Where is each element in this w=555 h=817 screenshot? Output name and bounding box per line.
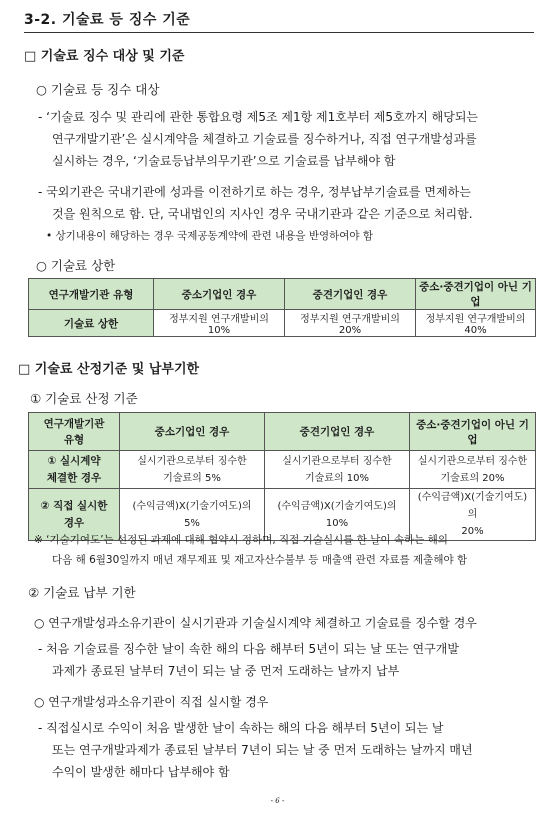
item-fee-cap: ○ 기술료 상한 (36, 258, 116, 273)
fee-calc-row-contract (29, 451, 536, 489)
note-line: • 상기내용이 해당하는 경우 국제공동계약에 관련 내용을 반영하여야 함 (46, 230, 374, 242)
fee-cap-header-midsize: 중견기업인 경우 (285, 279, 416, 310)
fee-calc-header-sme: 중소기업인 경우 (120, 413, 265, 451)
fee-calc-row1-cell-other (410, 451, 536, 489)
section-title: 3-2. 기술료 등 징수 기준 (24, 12, 191, 28)
fee-cap-header-row (29, 279, 536, 310)
case1-heading: ○ 연구개발성과소유기관이 실시기관과 기술실시계약 체결하고 기술료를 징수할 경우 (34, 616, 477, 630)
fee-calc-corner-line2: 유형 (63, 433, 85, 446)
fee-calc-row2-label-line2: 경우 (63, 516, 85, 529)
cell-line1: (수익금액)X(기술기여도)의 (417, 492, 528, 520)
fee-cap-cell-sme: 정부지원 연구개발비의 10% (154, 310, 285, 337)
fee-calc-row1-cell-midsize (265, 451, 410, 489)
cell-line1: 실시기관으로부터 징수한 (417, 455, 528, 467)
fee-cap-cell-midsize: 정부지원 연구개발비의 20% (285, 310, 416, 337)
para1-line2: 연구개발기관’은 실시계약을 체결하고 기술료를 징수하거나, 직접 연구개발성과를 (52, 132, 477, 146)
cell-line2: 기술료의 5% (163, 472, 221, 484)
fee-cap-cell-other: 정부지원 연구개발비의 40% (416, 310, 536, 337)
cell-line2: 5% (184, 517, 200, 529)
fee-calc-header-row (29, 413, 536, 451)
para2-line2: 것을 원칙으로 함. 단, 국내법인의 지사인 경우 국내기관과 같은 기준으로 처리함. (52, 207, 473, 221)
subsection-2-title: □ 기술료 산정기준 및 납부기한 (18, 362, 200, 377)
cell-line2: 10% (325, 517, 349, 529)
case2-line3: 수익이 발생한 해마다 납부해야 함 (52, 765, 230, 779)
para1-line1: - ‘기술료 징수 및 관리에 관한 통합요령 제5조 제1항 제1호부터 제5호까지 해당되는 (38, 110, 478, 124)
cell-line2: 기술료의 10% (304, 472, 370, 484)
item-collection-target: ○ 기술료 등 징수 대상 (36, 82, 160, 97)
case1-line2: 과제가 종료된 날부터 7년이 되는 날 중 먼저 도래하는 날까지 납부 (52, 664, 400, 678)
fee-calc-row1-label (29, 451, 120, 489)
cell-line1: 실시기관으로부터 징수한 (137, 455, 247, 467)
page-number: - 6 - (270, 797, 285, 805)
para2-line1: - 국외기관은 국내기관에 성과를 이전하기로 하는 경우, 정부납부기술료를 면제하는 (38, 185, 471, 199)
cell-line1: 실시기관으로부터 징수한 (282, 455, 392, 467)
fee-cap-header-other: 중소·중견기업이 아닌 기업 (416, 279, 536, 310)
fee-calc-row2-label-line1: ② 직접 실시한 (40, 499, 108, 512)
fee-calc-corner-line1: 연구개발기관 (43, 417, 105, 430)
fee-cap-header-type: 연구개발기관 유형 (29, 279, 154, 310)
fee-calc-row1-cell-sme (120, 451, 265, 489)
fee-calc-row1-label-line2: 체결한 경우 (46, 471, 102, 484)
cell-line1: (수익금액)X(기술기여도)의 (132, 500, 252, 512)
fee-calc-row1-label-line1: ① 실시계약 (47, 454, 101, 467)
cell-line2: 기술료의 20% (440, 472, 505, 484)
case2-line1: - 직접실시로 수익이 처음 발생한 날이 속하는 해의 다음 해부터 5년이 되는 날 (38, 721, 444, 735)
fee-cap-data-row (29, 310, 536, 337)
item-fee-calc-basis: ① 기술료 산정 기준 (30, 391, 138, 406)
fee-calc-header-midsize: 중견기업인 경우 (265, 413, 410, 451)
case2-line2: 또는 연구개발과제가 종료된 날부터 7년이 되는 날 중 먼저 도래하는 날까지 매년 (52, 743, 473, 757)
footnote-line1: ※ ‘기술기여도’는 선정된 과제에 대해 협약시 정하며, 직접 기술실시를 한 날이 속하는 해의 (34, 534, 448, 546)
fee-cap-table (28, 278, 536, 337)
fee-calc-header-other: 중소·중견기업이 아닌 기업 (410, 413, 536, 451)
fee-cap-header-sme: 중소기업인 경우 (154, 279, 285, 310)
cell-line2: 20% (461, 526, 484, 537)
fee-calc-corner (29, 413, 120, 451)
subsection-1-title: □ 기술료 징수 대상 및 기준 (24, 49, 185, 64)
item-payment-deadline: ② 기술료 납부 기한 (28, 585, 136, 600)
fee-calc-table (28, 412, 536, 541)
case1-line1: - 처음 기술료를 징수한 날이 속한 해의 다음 해부터 5년이 되는 날 또는 연구개발 (38, 642, 459, 656)
para1-line3: 실시하는 경우, ‘기술료등납부의무기관’으로 기술료를 납부해야 함 (52, 154, 396, 168)
fee-cap-row-label: 기술료 상한 (29, 310, 154, 337)
cell-line1: (수익금액)X(기술기여도)의 (277, 500, 397, 512)
section-title-rule (24, 32, 534, 33)
case2-heading: ○ 연구개발성과소유기관이 직접 실시할 경우 (34, 695, 269, 709)
footnote-line2: 다음 해 6월30일까지 매년 재무제표 및 재고자산수불부 등 매출액 관련 자료를 제출해야 함 (52, 554, 468, 566)
